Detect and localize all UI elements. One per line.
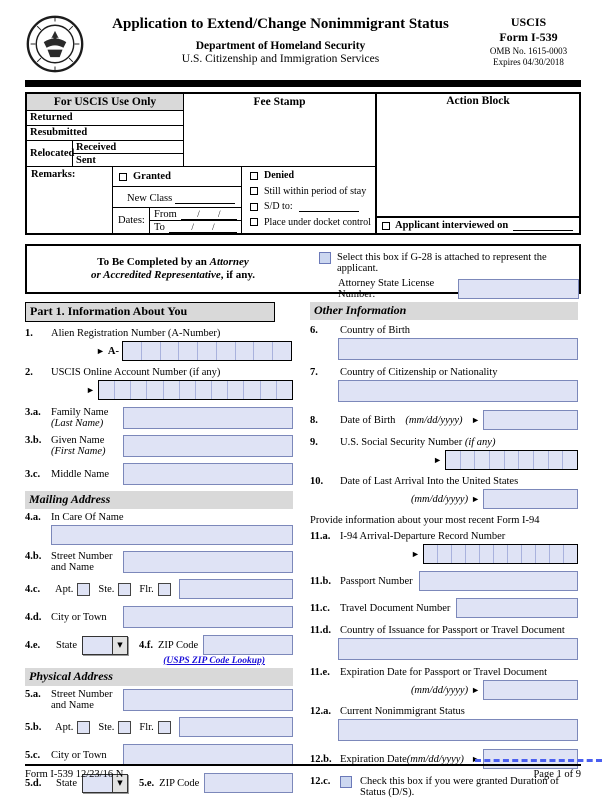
footer-page-number: Page 1 of 9 — [533, 769, 581, 780]
passport-issuance-country-input[interactable] — [338, 638, 578, 660]
g28-checkbox[interactable] — [319, 252, 331, 264]
item12c-number: 12.c. — [310, 776, 331, 787]
middle-name-input[interactable] — [123, 463, 293, 485]
item10-label: Date of Last Arrival Into the United States — [340, 476, 519, 487]
new-class-label: New Class — [127, 193, 173, 204]
part1-header: Part 1. Information About You — [25, 302, 275, 322]
physical-address-header: Physical Address — [25, 668, 293, 686]
item3c-label: Middle Name — [51, 468, 110, 480]
item4e-number: 4.e. — [25, 639, 41, 651]
arrow-icon: ► — [86, 385, 95, 395]
form-number: Form I-539 — [499, 30, 558, 44]
physical-ste-checkbox[interactable] — [118, 721, 131, 734]
form-meta-block — [476, 12, 581, 67]
i94-intro-text: Provide information about your most recent Form I-94 — [310, 515, 540, 526]
item2-number: 2. — [25, 367, 33, 378]
a-number-prefix: A- — [107, 345, 120, 357]
arrow-icon: ► — [471, 415, 480, 425]
mailing-unit-number-input[interactable] — [179, 579, 293, 599]
item5a-label2: and Name — [51, 700, 94, 711]
date-format-hint: (mm/dd/yyyy) — [410, 684, 469, 696]
item5d-number: 5.d. — [25, 777, 42, 789]
to-label: To — [154, 221, 165, 233]
arrow-icon: ► — [471, 494, 480, 504]
item3b-label: Given Name — [51, 435, 105, 446]
from-label: From — [154, 208, 177, 220]
returned-row: Returned — [27, 111, 183, 126]
item5c-label: City or Town — [51, 749, 107, 761]
item3b-sublabel: (First Name) — [51, 446, 106, 457]
sd-to-blank[interactable] — [299, 201, 359, 212]
mailing-zip-input[interactable] — [203, 635, 293, 655]
item8-number: 8. — [310, 414, 318, 426]
item11c-label: Travel Document Number — [340, 602, 451, 614]
mailing-ste-checkbox[interactable] — [118, 583, 131, 596]
item11d-number: 11.d. — [310, 625, 332, 636]
attorney-heading — [27, 246, 319, 292]
item5d-label: State — [56, 777, 77, 789]
ste-label: Ste. — [98, 721, 115, 733]
docket-label: Place under docket control — [264, 216, 371, 228]
mailing-address-header: Mailing Address — [25, 491, 293, 509]
arrow-icon: ► — [433, 455, 442, 465]
item3c-number: 3.c. — [25, 468, 41, 480]
item12b-label: Expiration Date — [340, 753, 407, 765]
ssn-input[interactable] — [445, 450, 578, 470]
granted-label: Granted — [133, 171, 171, 182]
citizenship-country-input[interactable] — [338, 380, 578, 402]
g28-label: Select this box if G-28 is attached to represent the applicant. — [337, 252, 547, 274]
item4e-label: State — [56, 639, 77, 651]
granted-checkbox[interactable] — [119, 173, 127, 181]
item11a-number: 11.a. — [310, 531, 331, 542]
physical-flr-checkbox[interactable] — [158, 721, 171, 734]
dropdown-arrow-icon: ▼ — [112, 637, 127, 654]
ste-label: Ste. — [98, 583, 115, 595]
dropdown-arrow-icon: ▼ — [112, 775, 127, 792]
in-care-of-input[interactable] — [51, 525, 293, 545]
travel-document-number-input[interactable] — [456, 598, 578, 618]
sd-to-label: S/D to: — [264, 201, 293, 213]
item4f-number: 4.f. — [139, 639, 153, 651]
item3a-number: 3.a. — [25, 407, 41, 418]
header-divider-bar — [25, 80, 581, 87]
last-arrival-date-input[interactable] — [483, 489, 578, 509]
item11e-number: 11.e. — [310, 667, 330, 678]
form-header — [25, 12, 581, 74]
mailing-state-dropdown[interactable] — [82, 636, 128, 655]
item9-number: 9. — [310, 437, 318, 448]
denied-checkbox[interactable] — [250, 172, 258, 180]
uscis-admin-box — [25, 92, 581, 235]
item11b-number: 11.b. — [310, 575, 332, 587]
item4b-number: 4.b. — [25, 551, 42, 562]
item12a-number: 12.a. — [310, 706, 331, 717]
item5c-number: 5.c. — [25, 749, 41, 761]
passport-number-input[interactable] — [419, 571, 578, 591]
current-status-input[interactable] — [338, 719, 578, 741]
date-format-hint: (mm/dd/yyyy) — [405, 414, 463, 426]
attorney-heading-rest: , if any. — [220, 269, 255, 281]
uscis-use-only-header: For USCIS Use Only — [27, 94, 183, 111]
given-name-input[interactable] — [123, 435, 293, 457]
usps-zip-lookup-link[interactable]: (USPS ZIP Code Lookup) — [163, 656, 265, 666]
interviewed-date-blank[interactable] — [513, 220, 573, 231]
apt-label: Apt. — [55, 583, 74, 595]
license-input[interactable] — [458, 279, 579, 299]
item6-number: 6. — [310, 325, 318, 336]
attorney-box — [25, 244, 581, 300]
item12a-label: Current Nonimmigrant Status — [340, 706, 465, 717]
physical-city-input[interactable] — [123, 744, 293, 766]
interviewed-checkbox[interactable] — [382, 222, 390, 230]
item10-number: 10. — [310, 476, 324, 487]
arrow-icon: ► — [471, 754, 480, 764]
expiry-date: Expires 04/30/2018 — [493, 57, 564, 67]
item9-hint: (if any) — [464, 437, 496, 448]
from-date-blank[interactable]: / / — [181, 209, 237, 220]
item4a-label: In Care Of Name — [51, 512, 124, 523]
fee-stamp-area: Fee Stamp — [253, 96, 306, 108]
item5e-number: 5.e. — [139, 777, 155, 789]
physical-unit-number-input[interactable] — [179, 717, 293, 737]
mailing-flr-checkbox[interactable] — [158, 583, 171, 596]
item5a-number: 5.a. — [25, 689, 41, 700]
passport-expiration-date-input[interactable] — [483, 680, 578, 700]
agency-name: U.S. Citizenship and Immigration Services — [181, 53, 380, 65]
item7-label: Country of Citizenship or Nationality — [340, 367, 498, 378]
item4d-label: City or Town — [51, 611, 107, 623]
item9-label: U.S. Social Security Number — [340, 437, 465, 448]
sd-to-checkbox[interactable] — [250, 203, 258, 211]
item4b-label2: and Name — [51, 562, 94, 573]
item5a-label: Street Number — [51, 689, 113, 700]
date-of-birth-input[interactable] — [483, 410, 578, 430]
item5e-label: ZIP Code — [159, 777, 200, 789]
item11a-label: I-94 Arrival-Departure Record Number — [340, 531, 506, 542]
item7-number: 7. — [310, 367, 318, 378]
arrow-icon: ► — [96, 346, 105, 356]
item12c-label: Check this box if you were granted Duration of Status (D/S). — [360, 776, 559, 798]
item8-label: Date of Birth — [340, 414, 396, 426]
alien-number-input[interactable] — [122, 341, 292, 361]
item11c-number: 11.c. — [310, 602, 330, 614]
i94-number-input[interactable] — [423, 544, 578, 564]
item1-number: 1. — [25, 328, 33, 339]
dates-label: Dates: — [118, 215, 145, 226]
date-format-hint: (mm/dd/yyyy) — [410, 493, 469, 505]
remarks-label: Remarks: — [31, 169, 76, 180]
item3a-label: Family Name — [51, 407, 109, 418]
interviewed-label: Applicant interviewed on — [395, 220, 509, 231]
uscis-use-only-table — [27, 94, 184, 166]
resubmitted-row: Resubmitted — [27, 126, 183, 141]
item3b-number: 3.b. — [25, 435, 42, 446]
denied-label: Denied — [264, 170, 294, 181]
page-footer — [25, 764, 581, 780]
item4a-number: 4.a. — [25, 512, 41, 523]
sent-row: Sent — [76, 154, 96, 166]
still-within-checkbox[interactable] — [250, 187, 258, 195]
to-date-blank[interactable]: / / — [169, 222, 237, 233]
form-title-block — [85, 12, 476, 65]
footer-form-id: Form I-539 12/23/16 N — [25, 769, 124, 780]
item5b-number: 5.b. — [25, 721, 42, 733]
item4b-label: Street Number — [51, 551, 113, 562]
flr-label: Flr. — [139, 721, 154, 733]
still-within-label: Still within period of stay — [264, 185, 367, 197]
item2-label: USCIS Online Account Number (if any) — [51, 367, 221, 378]
attorney-heading-italic1: Attorney — [209, 256, 249, 268]
attorney-heading-italic2: or Accredited Representative — [91, 269, 221, 281]
item1-label: Alien Registration Number (A-Number) — [51, 328, 221, 339]
item3a-sublabel: (Last Name) — [51, 418, 104, 429]
mailing-apt-checkbox[interactable] — [77, 583, 90, 596]
attorney-heading-line1: To Be Completed by an — [97, 256, 210, 268]
item4f-label: ZIP Code — [158, 639, 199, 651]
other-information-header: Other Information — [310, 302, 578, 320]
item12b-number: 12.b. — [310, 753, 332, 765]
blue-dashed-line — [475, 759, 602, 762]
physical-street-input[interactable] — [123, 689, 293, 711]
uscis-account-number-input[interactable] — [98, 380, 293, 400]
arrow-icon: ► — [471, 685, 480, 695]
physical-apt-checkbox[interactable] — [77, 721, 90, 734]
license-label: Attorney State License Number: — [338, 278, 435, 300]
item4d-number: 4.d. — [25, 611, 42, 623]
item11d-label: Country of Issuance for Passport or Travel Document — [340, 625, 565, 636]
item11b-label: Passport Number — [340, 575, 413, 587]
action-block-area: Action Block — [446, 95, 510, 107]
flr-label: Flr. — [139, 583, 154, 595]
item4c-number: 4.c. — [25, 583, 41, 595]
mailing-city-input[interactable] — [123, 606, 293, 628]
date-format-hint: (mm/dd/yyyy) — [406, 753, 464, 765]
new-class-blank[interactable] — [175, 193, 235, 204]
omb-number: OMB No. 1615-0003 — [489, 46, 568, 56]
relocated-label: Relocated — [27, 141, 73, 166]
country-of-birth-input[interactable] — [338, 338, 578, 360]
arrow-icon: ► — [411, 549, 420, 559]
department-name: Department of Homeland Security — [195, 40, 366, 52]
form-title: Application to Extend/Change Nonimmigrant Status — [112, 16, 449, 32]
mailing-street-input[interactable] — [123, 551, 293, 573]
dhs-seal-logo — [25, 14, 85, 74]
family-name-input[interactable] — [123, 407, 293, 429]
item6-label: Country of Birth — [340, 325, 410, 336]
apt-label: Apt. — [55, 721, 74, 733]
agency-abbr: USCIS — [510, 15, 547, 29]
docket-checkbox[interactable] — [250, 218, 258, 226]
item11e-label: Expiration Date for Passport or Travel Document — [340, 667, 548, 678]
received-row: Received — [73, 141, 183, 154]
